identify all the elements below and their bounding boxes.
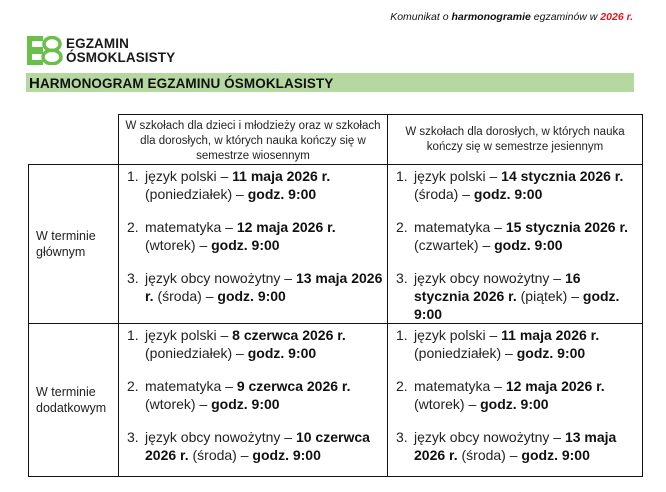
logo-text (66, 37, 175, 65)
exam-subject: język polski – (414, 168, 502, 184)
corner-cell (29, 115, 119, 165)
exam-item (119, 218, 383, 254)
exam-subject: matematyka – (414, 378, 506, 394)
exam-item (119, 377, 383, 413)
note-year: 2026 r. (600, 11, 633, 23)
exam-item (119, 326, 383, 362)
exam-subject: matematyka – (145, 219, 237, 235)
exam-day: (poniedziałek) – (145, 345, 248, 361)
exam-time: godz. 9:00 (211, 237, 280, 253)
exam-time: godz. 9:00 (480, 396, 549, 412)
exam-subject: język obcy nowożytny – (414, 429, 565, 445)
exam-day: (środa) – (414, 186, 474, 202)
exam-time: godz. 9:00 (414, 288, 620, 322)
exam-time: godz. 9:00 (217, 288, 286, 304)
exam-time: godz. 9:00 (473, 186, 543, 202)
exam-day: (poniedziałek) – (145, 186, 248, 202)
exam-logo (27, 36, 175, 65)
exam-item (388, 428, 638, 464)
exam-time: godz. 9:00 (247, 345, 317, 361)
item-number: 2. (127, 378, 139, 394)
item-number: 1. (127, 327, 139, 343)
exam-date: 12 maja 2026 r. (505, 378, 605, 394)
exam-day: (wtorek) – (145, 237, 212, 253)
autumn-exams-cell (388, 165, 643, 324)
exam-day: (czwartek) – (414, 237, 495, 253)
exam-item (388, 377, 638, 413)
exam-subject: język polski – (145, 168, 233, 184)
table-header-row (29, 115, 643, 165)
exam-day: (wtorek) – (145, 396, 212, 412)
exam-list (119, 324, 387, 464)
exam-day: (poniedziałek) – (414, 345, 517, 361)
exam-schedule-table (28, 114, 643, 477)
exam-subject: język obcy nowożytny – (145, 270, 296, 286)
exam-date: 16 stycznia 2026 r. (414, 270, 581, 304)
note-middle: egzaminów w (530, 11, 601, 23)
term-label: W terminie dodatkowym (29, 324, 119, 477)
item-number: 3. (396, 429, 408, 445)
item-number: 3. (127, 270, 139, 286)
exam-date: 12 maja 2026 r. (236, 219, 336, 235)
exam-date: 14 stycznia 2026 r. (501, 168, 624, 184)
exam-date: 8 czerwca 2026 r. (232, 327, 346, 343)
exam-day: (piątek) – (516, 288, 583, 304)
exam-item (119, 428, 383, 464)
table-row-additional-term (29, 324, 643, 477)
page-title (29, 75, 333, 92)
item-number: 3. (396, 270, 408, 286)
exam-item (119, 167, 383, 203)
item-number: 2. (396, 219, 408, 235)
exam-day: (środa) – (153, 288, 218, 304)
exam-day: (wtorek) – (414, 396, 481, 412)
term-label: W terminie głównym (29, 165, 119, 324)
exam-time: godz. 9:00 (494, 237, 563, 253)
item-number: 2. (127, 219, 139, 235)
exam-date: 11 maja 2026 r. (501, 327, 600, 343)
item-number: 1. (396, 327, 408, 343)
exam-subject: język obcy nowożytny – (414, 270, 565, 286)
autumn-exams-cell (388, 324, 643, 477)
exam-time: godz. 9:00 (247, 186, 317, 202)
column-header-autumn: W szkołach dla dorosłych, w których nauka kończy się w semestrze jesiennym (388, 115, 643, 165)
document-header-note (390, 11, 633, 23)
exam-date: 9 czerwca 2026 r. (236, 378, 351, 394)
exam-date: 10 czerwca 2026 r. (145, 429, 370, 463)
exam-item (388, 326, 638, 362)
logo-line-1: EGZAMIN (66, 35, 129, 51)
exam-subject: język obcy nowożytny – (145, 429, 296, 445)
exam-item (119, 269, 383, 305)
title-first-letter: H (29, 75, 40, 92)
exam-day: (środa) – (188, 447, 253, 463)
e8-logo-icon (27, 36, 63, 65)
exam-subject: matematyka – (414, 219, 506, 235)
exam-item (388, 218, 638, 254)
note-bold: harmonogramie (451, 11, 531, 23)
title-banner (26, 73, 634, 92)
table-row-main-term (29, 165, 643, 324)
exam-date: 11 maja 2026 r. (232, 168, 331, 184)
spring-exams-cell (119, 324, 388, 477)
item-number: 1. (396, 168, 408, 184)
exam-time: godz. 9:00 (252, 447, 321, 463)
exam-time: godz. 9:00 (211, 396, 280, 412)
exam-list (388, 324, 642, 464)
exam-subject: język polski – (145, 327, 233, 343)
exam-subject: matematyka – (145, 378, 237, 394)
exam-day: (środa) – (457, 447, 522, 463)
exam-item (388, 167, 638, 203)
exam-time: godz. 9:00 (521, 447, 590, 463)
exam-date: 13 maja 2026 r. (414, 429, 617, 463)
item-number: 1. (127, 168, 139, 184)
column-header-spring: W szkołach dla dzieci i młodzieży oraz w szkołach dla dorosłych, w których nauka kończy się w semestrze wiosennym (119, 115, 388, 165)
exam-item (388, 269, 638, 323)
spring-exams-cell (119, 165, 388, 324)
exam-time: godz. 9:00 (516, 345, 586, 361)
logo-line-2: ÓSMOKLASISTY (66, 49, 176, 65)
exam-date: 13 maja 2026 r. (145, 270, 383, 304)
title-rest: ARMONOGRAM EGZAMINU ÓSMOKLASISTY (39, 76, 334, 91)
item-number: 2. (396, 378, 408, 394)
exam-list (119, 165, 387, 305)
exam-list (388, 165, 642, 323)
item-number: 3. (127, 429, 139, 445)
note-prefix: Komunikat o (390, 11, 452, 23)
exam-subject: język polski – (414, 327, 502, 343)
exam-date: 15 stycznia 2026 r. (505, 219, 629, 235)
